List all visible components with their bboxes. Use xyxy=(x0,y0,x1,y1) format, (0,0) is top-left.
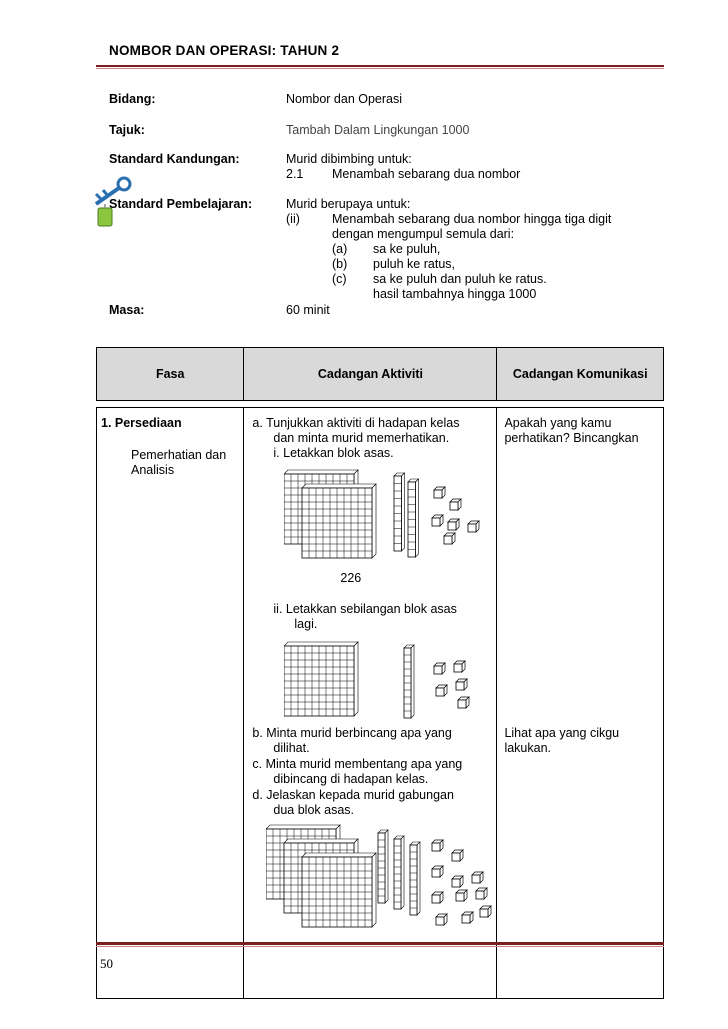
sp-text2: dengan mengumpul semula dari: xyxy=(332,227,515,241)
standard-pembelajaran-label: Standard Pembelajaran: xyxy=(109,197,253,211)
header-rule xyxy=(96,65,664,67)
unit-cube xyxy=(476,888,487,899)
bidang-label: Bidang: xyxy=(109,92,156,106)
unit-cube xyxy=(432,840,443,851)
unit-cube xyxy=(452,850,463,861)
ten-rod xyxy=(394,473,405,551)
unit-cube xyxy=(436,685,447,696)
unit-cube xyxy=(432,515,443,526)
header-cadangan-komunikasi: Cadangan Komunikasi xyxy=(497,348,664,401)
act-b-line2: dilihat. xyxy=(273,741,310,755)
unit-cube xyxy=(434,487,445,498)
base-blocks-combined xyxy=(266,821,496,941)
ten-rod xyxy=(410,842,420,915)
activity-table xyxy=(96,347,664,999)
act-ii-line2: lagi. xyxy=(294,617,318,631)
tajuk-label: Tajuk: xyxy=(109,123,145,137)
kom1-line2: perhatikan? Bincangkan xyxy=(504,431,639,445)
unit-cube xyxy=(456,890,467,901)
ten-rod xyxy=(408,479,419,557)
act-a-line1: a. Tunjukkan aktiviti di hadapan kelas xyxy=(252,416,460,430)
act-b-line1: b. Minta murid berbincang apa yang xyxy=(252,726,452,740)
sp-a-text: sa ke puluh, xyxy=(373,242,441,256)
sp-c-text: sa ke puluh dan puluh ke ratus. xyxy=(373,272,547,286)
sp-number: (ii) xyxy=(286,212,300,226)
standard-kandungan-label: Standard Kandungan: xyxy=(109,152,240,166)
ten-rod xyxy=(404,645,414,718)
kom2-line1: Lihat apa yang cikgu xyxy=(504,726,620,740)
masa-label: Masa: xyxy=(109,303,145,317)
tajuk-value: Tambah Dalam Lingkungan 1000 xyxy=(286,123,470,137)
act-ii-line1: ii. Letakkan sebilangan blok asas xyxy=(273,602,457,616)
komunikasi-cell xyxy=(497,408,664,999)
sp-c-text2: hasil tambahnya hingga 1000 xyxy=(373,287,537,301)
hundred-block xyxy=(284,642,358,716)
act-i: i. Letakkan blok asas. xyxy=(273,446,394,460)
unit-cube xyxy=(468,521,479,532)
unit-cube xyxy=(452,876,463,887)
base-blocks-226 xyxy=(284,466,484,576)
aktiviti-cell xyxy=(244,408,497,999)
masa-value: 60 minit xyxy=(286,303,330,317)
unit-cube xyxy=(448,519,459,530)
unit-cube xyxy=(444,533,455,544)
sk-text: Menambah sebarang dua nombor xyxy=(332,167,521,181)
kom1-line1: Apakah yang kamu xyxy=(504,416,612,430)
ten-rod xyxy=(378,830,388,903)
unit-cube xyxy=(454,661,465,672)
sp-text1: Menambah sebarang dua nombor hingga tiga digit xyxy=(332,212,612,226)
hundred-block xyxy=(302,484,376,558)
base-blocks-extra xyxy=(284,636,484,736)
act-a-line2: dan minta murid memerhatikan. xyxy=(273,431,450,445)
unit-cube xyxy=(450,499,461,510)
page-number: 50 xyxy=(100,956,113,971)
footer-rule xyxy=(96,942,664,945)
fasa-sub2: Analisis xyxy=(131,463,175,477)
act-c-line2: dibincang di hadapan kelas. xyxy=(273,772,429,786)
sk-number: 2.1 xyxy=(286,167,304,181)
hundred-block xyxy=(302,853,376,927)
unit-cube xyxy=(472,872,483,883)
unit-cube xyxy=(436,914,447,925)
header-rule-thin xyxy=(96,68,664,69)
sp-c-label: (c) xyxy=(332,272,347,286)
sp-a-label: (a) xyxy=(332,242,348,256)
act-d-line1: d. Jelaskan kepada murid gabungan xyxy=(252,788,454,802)
header-cadangan-aktiviti: Cadangan Aktiviti xyxy=(244,348,497,401)
sp-b-text: puluh ke ratus, xyxy=(373,257,455,271)
number-label-226: 226 xyxy=(340,571,362,585)
unit-cube xyxy=(462,912,473,923)
fasa-cell xyxy=(97,408,244,999)
sp-line1: Murid berupaya untuk: xyxy=(286,197,411,211)
unit-cube xyxy=(480,906,491,917)
unit-cube xyxy=(456,679,467,690)
kom2-line2: lakukan. xyxy=(504,741,552,755)
fasa-sub1: Pemerhatian dan xyxy=(131,448,227,462)
page-header-title: NOMBOR DAN OPERASI: TAHUN 2 xyxy=(109,43,340,58)
sk-line1: Murid dibimbing untuk: xyxy=(286,152,412,166)
ten-rod xyxy=(394,836,404,909)
unit-cube xyxy=(434,663,445,674)
sp-b-label: (b) xyxy=(332,257,348,271)
unit-cube xyxy=(458,697,469,708)
unit-cube xyxy=(432,892,443,903)
act-c-line1: c. Minta murid membentang apa yang xyxy=(252,757,463,771)
bidang-value: Nombor dan Operasi xyxy=(286,92,403,106)
footer-rule-thin xyxy=(96,946,664,947)
act-d-line2: dua blok asas. xyxy=(273,803,355,817)
fasa-title: 1. Persediaan xyxy=(101,416,182,430)
header-fasa: Fasa xyxy=(97,348,244,401)
unit-cube xyxy=(432,866,443,877)
